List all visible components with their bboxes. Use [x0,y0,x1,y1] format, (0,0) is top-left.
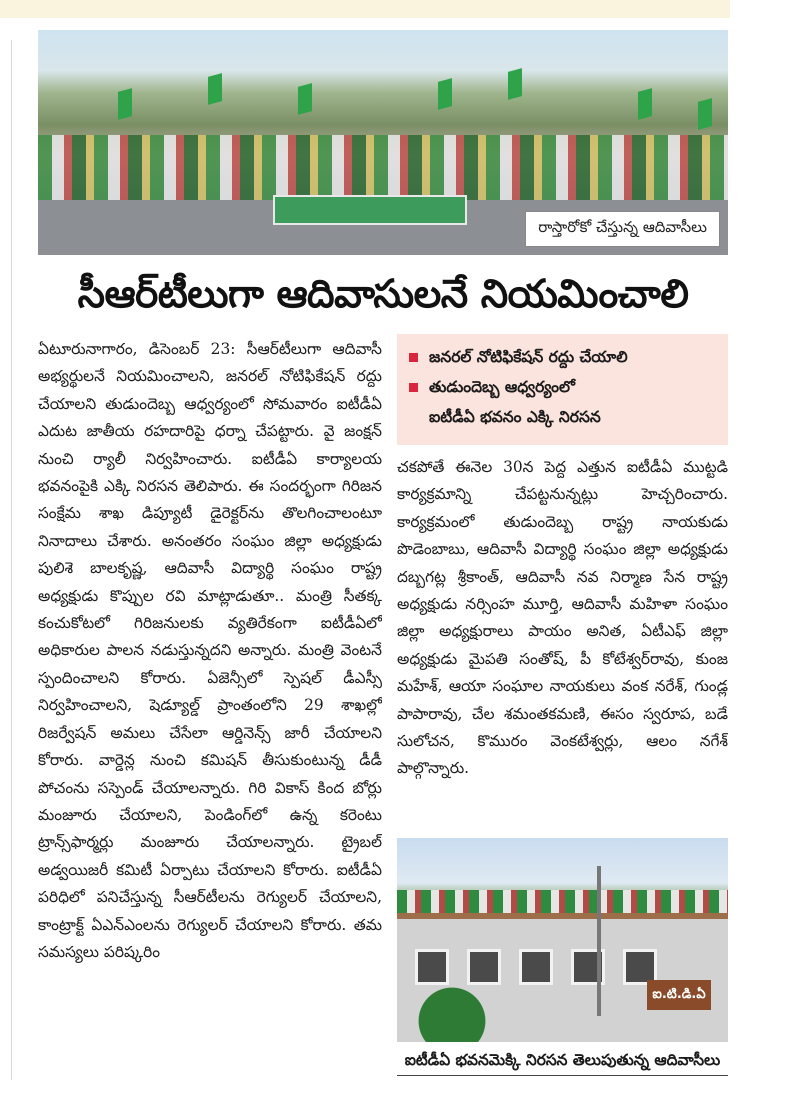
bullet-icon [409,383,418,392]
window [519,949,553,985]
flag-icon [298,83,312,115]
ground-banner [273,195,467,225]
top-strip [0,0,730,18]
flag-icon [638,88,652,120]
protest-photo [38,30,728,255]
highlight-text: జనరల్‌ నోటిఫికేషన్‌ రద్దు చేయాలి [429,348,628,366]
highlights-box [397,334,728,445]
flag-icon [508,68,522,100]
building-signboard: ఐ.టి.డి.ఏ [647,980,711,1010]
body-text-right: చకపోతే ఈనెల 30న పెద్ద ఎత్తున ఐటీడీఏ ముట్టడి కార్యక్రమాన్ని చేపట్టనున్నట్లు హెచ్చరించారు. కార్యక్రమంలో తుడుందెబ్బ రాష్ట్ర నాయకుడు పొడెంబాబు, ఆదివాసీ విద్యార్థి సంఘం జిల్లా అధ్యక్షుడు దబ్బగట్ల శ్రీకాంత్‌, ఆదివాసీ నవ నిర్మాణ సేన రాష్ట్ర అధ్యక్షుడు నర్సింహ మూర్తి, ఆదివాసీ మహిళా సంఘం జిల్లా అధ్యక్షురాలు పాయం అనిత, ఏటీఎఫ్‌ జిల్లా అధ్యక్షుడు మైపతి సంతోష్‌, పీ కోటేశ్వర్‌రావు, కుంజ మహేశ్‌, ఆయా సంఘాల నాయకులు వంక నరేశ్‌, గుండ్ల పాపారావు, చేల శమంతకమణి, ఈసం స్వరూప, బడే సులోచన, కొమురం వెంకటేశ్వర్లు, ఆలం నగేశ్‌ పాల్గొన్నారు. [397,458,728,778]
flag-icon [698,98,712,130]
column-rule [11,40,12,1080]
highlight-text: తుడుందెబ్బ ఆధ్వర్యంలో [429,378,575,396]
top-photo-caption: రాస్తారోకో చేస్తున్న ఆదివాసీలు [525,211,720,247]
bullet-icon [409,353,418,362]
flag-icon [118,88,132,120]
bottom-photo-caption: ఐటీడీఏ భవనమెక్కి నిరసన తెలుపుతున్న ఆదివాసీలు [397,1045,728,1076]
flag-icon [438,78,452,110]
palm-tree [417,972,487,1042]
highlight-text: ఐటీడీఏ భవనం ఎక్కి నిరసన [429,408,601,426]
itda-building-photo [397,838,728,1042]
headline: సీఆర్‌టీలుగా ఆదివాసులనే నియమించాలి [77,272,689,317]
highlight-item [397,372,728,402]
body-column-left [38,336,382,1080]
body-column-right [397,454,728,834]
flag-icon [208,73,222,105]
body-text-left: ఏటూరునాగారం, డిసెంబర్‌ 23: సీఆర్‌టీలుగా ఆదివాసీ అభ్యర్థులనే నియమించాలని, జనరల్‌ నోటిఫికేషన్‌ రద్దు చేయాలని తుడుందెబ్బ ఆధ్వర్యంలో సోమవారం ఐటీడీఏ ఎదుట జాతీయ రహదారిపై ధర్నా చేపట్టారు. వై జంక్షన్‌ నుంచి ర్యాలీ నిర్వహించారు. ఐటీడీఏ కార్యాలయ భవనంపైకి ఎక్కి నిరసన తెలిపారు. ఈ సందర్భంగా గిరిజన సంక్షేమ శాఖ డిప్యూటీ డైరెక్టర్‌ను తొలగించాలంటూ నినాదాలు చేశారు. అనంతరం సంఘం జిల్లా అధ్యక్షుడు పులిశె బాలకృష్ణ, ఆదివాసీ విద్యార్థి సంఘం రాష్ట్ర అధ్యక్షుడు కొప్పుల రవి మాట్లాడుతూ.. మంత్రి సీతక్క కంచుకోటలో గిరిజనులకు వ్యతిరేకంగా ఐటీడీఏలో అధికారుల పాలన నడుస్తున్నదని అన్నారు. మంత్రి వెంటనే స్పందించాలని కోరారు. ఏజెన్సీలో స్పెషల్‌ డీఎస్సీ నిర్వహించాలని, షెడ్యూల్డ్‌ ప్రాంతంలోని 29 శాఖల్లో రిజర్వేషన్‌ అమలు చేసేలా ఆర్డినెన్స్‌ జారీ చేయాలని కోరారు. వార్డెన్ల నుంచి కమిషన్‌ తీసుకుంటున్న డీడీ పోచంను సస్పెండ్‌ చేయాలన్నారు. గిరి వికాస్‌ కింద బోర్లు మంజూరు చేయాలని, పెండింగ్‌లో ఉన్న కరెంటు ట్రాన్స్‌ఫార్మర్లు మంజూరు చేయాలన్నారు. ట్రైబల్‌ అడ్వయిజరీ కమిటీ ఏర్పాటు చేయాలని కోరారు. ఐటీడీఏ పరిధిలో పనిచేస్తున్న సీఆర్‌టీలను రెగ్యులర్‌ చేయాలని, కాంట్రాక్ట్‌ ఏఎన్‌ఎంలను రెగ్యులర్‌ చేయాలని కోరారు. తమ సమస్యలు పరిష్కరిం [38,340,382,961]
highlight-item-continuation [397,402,728,432]
street-lamp [597,866,601,1016]
highlight-item [397,342,728,372]
